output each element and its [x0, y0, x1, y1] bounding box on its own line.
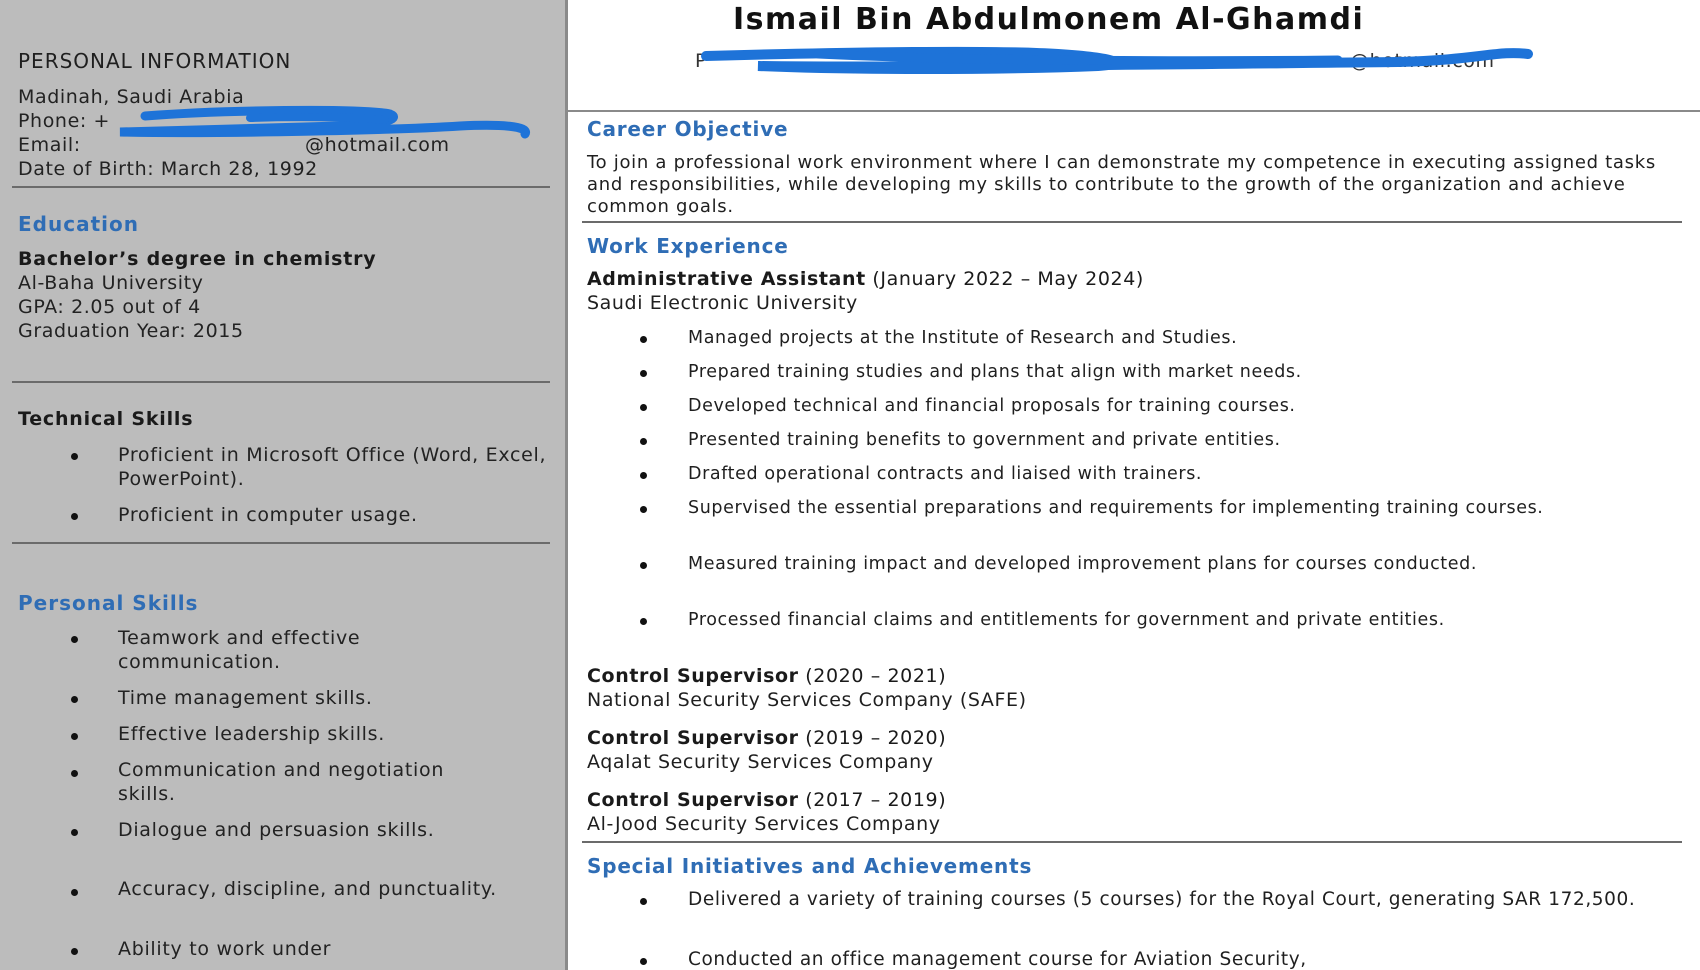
job-title: Control Supervisor [587, 727, 799, 749]
bullet [640, 506, 647, 513]
bullet [71, 829, 78, 836]
bullet [71, 733, 78, 740]
job-title: Control Supervisor [587, 789, 799, 811]
divider [582, 841, 1682, 843]
career-objective-heading: Career Objective [587, 117, 789, 141]
bullet [640, 438, 647, 445]
personal-skill-item: Accuracy, discipline, and punctuality. [118, 878, 497, 900]
achievement-item: Delivered a variety of training courses (5 courses) for the Royal Court, generating SAR 172,500. [688, 889, 1636, 910]
technical-skill-item: Proficient in Microsoft Office (Word, Excel, PowerPoint). [118, 444, 547, 490]
bullet [71, 513, 78, 520]
divider [12, 542, 550, 544]
job-organization: Saudi Electronic University [587, 292, 858, 314]
job-bullet: Processed financial claims and entitlements for government and private entities. [688, 610, 1445, 630]
bullet [71, 770, 78, 777]
job-title-line [587, 727, 946, 749]
bullet [71, 453, 78, 460]
job-bullet: Managed projects at the Institute of Research and Studies. [688, 328, 1238, 348]
job-period: (2019 – 2020) [805, 727, 947, 749]
email-label: Email: [18, 134, 81, 156]
job-bullet: Presented training benefits to government and private entities. [688, 430, 1281, 450]
bullet [640, 404, 647, 411]
job-bullet: Drafted operational contracts and liaised with trainers. [688, 464, 1203, 484]
job-period: (January 2022 – May 2024) [872, 268, 1144, 290]
career-objective-text: To join a professional work environment where I can demonstrate my competence in executing assigned tasks and responsibilities, while developing my skills to contribute to the growth of the organization and achieve common goals. [587, 152, 1656, 217]
job-bullet: Prepared training studies and plans that align with market needs. [688, 362, 1302, 382]
job-period: (2020 – 2021) [805, 665, 947, 687]
redaction-scribble [698, 40, 1548, 80]
job-title: Administrative Assistant [587, 268, 866, 290]
contact-line-end: @hotmail.com [1350, 50, 1495, 72]
special-initiatives-heading: Special Initiatives and Achievements [587, 854, 1033, 878]
bullet [71, 696, 78, 703]
divider [582, 221, 1682, 223]
bullet [71, 636, 78, 643]
bullet [640, 472, 647, 479]
divider [12, 381, 550, 383]
job-bullet: Measured training impact and developed improvement plans for courses conducted. [688, 554, 1477, 574]
bullet [640, 336, 647, 343]
job-bullet: Developed technical and financial proposals for training courses. [688, 396, 1296, 416]
bullet [71, 948, 78, 955]
education-heading: Education [18, 212, 139, 236]
bullet [71, 889, 78, 896]
sidebar [0, 0, 565, 970]
contact-line-start: P [695, 50, 708, 72]
personal-skills-heading: Personal Skills [18, 591, 199, 615]
personal-skill-item: Dialogue and persuasion skills. [118, 819, 435, 841]
job-organization: Aqalat Security Services Company [587, 751, 934, 773]
job-organization: National Security Services Company (SAFE) [587, 689, 1027, 711]
candidate-name: Ismail Bin Abdulmonem Al-Ghamdi [733, 2, 1365, 37]
technical-skills-heading: Technical Skills [18, 408, 194, 430]
job-title-line [587, 789, 946, 811]
job-title: Control Supervisor [587, 665, 799, 687]
personal-skill-item: Effective leadership skills. [118, 723, 385, 745]
bullet [640, 370, 647, 377]
personal-skill-item: Ability to work under [118, 938, 332, 960]
university: Al-Baha University [18, 272, 204, 294]
phone-label: Phone: + [18, 110, 111, 132]
work-experience-heading: Work Experience [587, 234, 789, 258]
job-title-line [587, 665, 946, 687]
header-divider [568, 110, 1700, 112]
personal-info-heading: PERSONAL INFORMATION [18, 49, 292, 73]
location: Madinah, Saudi Arabia [18, 86, 245, 108]
job-title-line [587, 268, 1144, 290]
divider [12, 186, 550, 188]
technical-skill-item: Proficient in computer usage. [118, 504, 418, 526]
main-content [568, 0, 1700, 970]
personal-skill-item: Teamwork and effective communication. [118, 627, 361, 673]
personal-skill-item: Time management skills. [118, 687, 373, 709]
email-tail: @hotmail.com [305, 134, 450, 156]
date-of-birth: Date of Birth: March 28, 1992 [18, 158, 318, 180]
bullet [640, 958, 647, 965]
bullet [640, 618, 647, 625]
personal-skill-item: Communication and negotiation skills. [118, 759, 445, 805]
bullet [640, 898, 647, 905]
achievement-item: Conducted an office management course for Aviation Security, [688, 949, 1307, 970]
job-bullet: Supervised the essential preparations and requirements for implementing training courses. [688, 498, 1544, 518]
gpa: GPA: 2.05 out of 4 [18, 296, 201, 318]
graduation-year: Graduation Year: 2015 [18, 320, 244, 342]
job-organization: Al-Jood Security Services Company [587, 813, 941, 835]
degree: Bachelor’s degree in chemistry [18, 248, 377, 270]
job-period: (2017 – 2019) [805, 789, 947, 811]
redaction-scribble [100, 104, 540, 146]
bullet [640, 562, 647, 569]
